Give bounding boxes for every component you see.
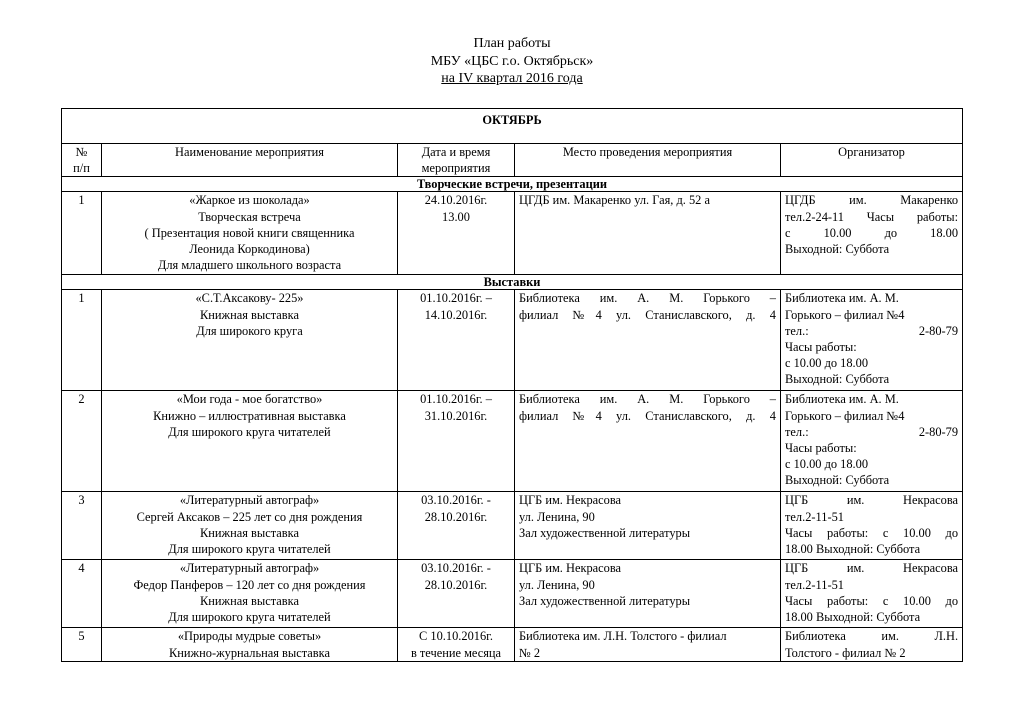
cell-organizer	[781, 628, 963, 662]
section-title: Выставки	[62, 275, 963, 290]
cell-place-line: ЦГДБ им. Макаренко ул. Гая, д. 52 а	[519, 193, 710, 208]
cell-organizer-line: Библиотека им. А. М.	[785, 291, 899, 306]
cell-event-name-line: Книжная выставка	[200, 307, 299, 322]
cell-place-line: Библиотека им. Л.Н. Толстого - филиал	[519, 629, 727, 644]
cell-date	[398, 192, 515, 275]
cell-number: 1	[62, 290, 102, 391]
cell-organizer-line: тел.: 2-80-79	[785, 323, 959, 338]
cell-number: 2	[62, 391, 102, 492]
col-header-place: Место проведения мероприятия	[515, 144, 781, 177]
cell-organizer-line: Часы работы:	[785, 441, 857, 456]
cell-date-line: в течение месяца	[410, 645, 502, 660]
cell-organizer-line: Выходной: Суббота	[785, 473, 890, 488]
cell-organizer-line: тел.2-11-51	[785, 509, 844, 524]
cell-event-name-line: «Жаркое из шоколада»	[189, 193, 310, 208]
cell-event-name-line: Книжно-журнальная выставка	[169, 645, 330, 660]
cell-event-name	[102, 560, 398, 628]
cell-number: 5	[62, 628, 102, 662]
cell-number: 3	[62, 492, 102, 560]
cell-event-name	[102, 492, 398, 560]
cell-event-name-line: «Мои года - мое богатство»	[176, 392, 323, 407]
cell-event-name-line: Книжная выставка	[200, 593, 299, 608]
cell-event-name-line: Книжно – иллюстративная выставка	[153, 408, 346, 423]
month-header: ОКТЯБРЬ	[62, 109, 963, 144]
cell-place-line: Зал художественной литературы	[519, 593, 691, 608]
cell-event-name-line: Для широкого круга читателей	[168, 610, 331, 625]
table-row	[62, 290, 963, 391]
cell-place	[515, 192, 781, 275]
table-row	[62, 391, 963, 492]
section-row	[62, 177, 963, 192]
table-row	[62, 560, 963, 628]
section-title: Творческие встречи, презентации	[62, 177, 963, 192]
cell-event-name-line: «Литературный автограф»	[179, 493, 320, 508]
cell-place	[515, 560, 781, 628]
cell-organizer-line: тел.2-11-51	[785, 577, 844, 592]
cell-organizer-line: Библиотека им. А. М.	[785, 392, 899, 407]
cell-date	[398, 290, 515, 391]
cell-organizer	[781, 492, 963, 560]
cell-organizer-line: ЦГДБ им. Макаренко	[785, 193, 959, 208]
table-row	[62, 192, 963, 275]
cell-organizer-line: Часы работы:	[785, 340, 857, 355]
cell-organizer	[781, 560, 963, 628]
cell-place	[515, 492, 781, 560]
cell-event-name-line: «Литературный автограф»	[179, 561, 320, 576]
cell-place	[515, 290, 781, 391]
cell-organizer-line: с 10.00 до 18.00	[785, 225, 959, 240]
col-header-number: № п/п	[62, 144, 102, 177]
cell-event-name	[102, 192, 398, 275]
section-row	[62, 275, 963, 290]
cell-event-name-line: ( Презентация новой книги священника	[144, 225, 355, 240]
cell-organizer-line: 18.00 Выходной: Суббота	[785, 542, 921, 557]
cell-organizer-line: Горького – филиал №4	[785, 307, 905, 322]
cell-place-line: ЦГБ им. Некрасова	[519, 561, 622, 576]
cell-place	[515, 628, 781, 662]
cell-event-name-line: «Природы мудрые советы»	[177, 629, 322, 644]
cell-date-line: 03.10.2016г. -	[421, 493, 491, 508]
cell-organizer-line: с 10.00 до 18.00	[785, 457, 869, 472]
cell-date-line: 24.10.2016г.	[424, 193, 488, 208]
cell-date	[398, 628, 515, 662]
cell-place-line: ЦГБ им. Некрасова	[519, 493, 622, 508]
cell-organizer-line: Выходной: Суббота	[785, 372, 890, 387]
document-header	[0, 35, 1024, 88]
cell-date-line: 28.10.2016г.	[424, 509, 488, 524]
cell-date-line: 31.10.2016г.	[424, 408, 488, 423]
cell-organizer	[781, 290, 963, 391]
cell-event-name	[102, 290, 398, 391]
cell-place-line: Библиотека им. А. М. Горького –	[519, 392, 776, 407]
cell-organizer-line: тел.2-24-11 Часы работы:	[785, 209, 959, 224]
table-row	[62, 492, 963, 560]
cell-date-line: С 10.10.2016г.	[419, 629, 493, 644]
cell-organizer-line: тел.: 2-80-79	[785, 424, 959, 439]
cell-organizer-line: Часы работы: с 10.00 до	[785, 593, 959, 608]
cell-place-line: ул. Ленина, 90	[519, 577, 595, 592]
cell-organizer-line: Горького – филиал №4	[785, 408, 905, 423]
cell-organizer-line: Библиотека им. Л.Н.	[785, 629, 959, 644]
cell-date	[398, 492, 515, 560]
cell-place	[515, 391, 781, 492]
col-header-name: Наименование мероприятия	[102, 144, 398, 177]
cell-event-name-line: Творческая встреча	[198, 209, 301, 224]
cell-place-line: филиал №4 ул. Станиславского, д. 4	[519, 307, 776, 322]
cell-date-line: 03.10.2016г. -	[421, 561, 491, 576]
cell-organizer-line: Часы работы: с 10.00 до	[785, 525, 959, 540]
cell-place-line: Зал художественной литературы	[519, 525, 691, 540]
cell-place-line: № 2	[519, 645, 541, 660]
cell-place-line: Библиотека им. А. М. Горького –	[519, 291, 776, 306]
cell-event-name-line: Для широкого круга читателей	[168, 542, 331, 557]
cell-event-name-line: Книжная выставка	[200, 525, 299, 540]
cell-event-name-line: Сергей Аксаков – 225 лет со дня рождения	[136, 509, 363, 524]
cell-date-line: 01.10.2016г. –	[420, 392, 492, 407]
cell-event-name-line: Федор Панферов – 120 лет со дня рождения	[133, 577, 366, 592]
cell-date-line: 28.10.2016г.	[424, 577, 488, 592]
cell-organizer-line: с 10.00 до 18.00	[785, 356, 869, 371]
cell-place-line: филиал №4 ул. Станиславского, д. 4	[519, 408, 776, 423]
cell-date-line: 14.10.2016г.	[424, 307, 488, 322]
cell-date-line: 13.00	[442, 209, 470, 224]
col-header-organizer: Организатор	[781, 144, 963, 177]
cell-event-name-line: Для широкого круга	[196, 323, 303, 338]
cell-organizer-line: Выходной: Суббота	[785, 242, 890, 257]
cell-organizer-line: 18.00 Выходной: Суббота	[785, 610, 921, 625]
column-header-row	[62, 144, 963, 177]
cell-event-name	[102, 628, 398, 662]
cell-organizer-line: Толстого - филиал № 2	[785, 645, 906, 660]
events-plan-table	[61, 108, 963, 662]
col-header-date: Дата и время мероприятия	[398, 144, 515, 177]
doc-period: на IV квартал 2016 года	[441, 71, 583, 86]
table-row	[62, 628, 963, 662]
cell-event-name-line: Для широкого круга читателей	[168, 424, 331, 439]
cell-organizer	[781, 192, 963, 275]
cell-date	[398, 391, 515, 492]
cell-organizer-line: ЦГБ им. Некрасова	[785, 493, 959, 508]
cell-date	[398, 560, 515, 628]
cell-number: 4	[62, 560, 102, 628]
doc-title: План работы	[473, 36, 551, 51]
cell-place-line: ул. Ленина, 90	[519, 509, 595, 524]
cell-event-name	[102, 391, 398, 492]
doc-organization: МБУ «ЦБС г.о. Октябрьск»	[430, 53, 594, 69]
cell-event-name-line: «С.Т.Аксакову- 225»	[195, 291, 304, 306]
cell-organizer-line: ЦГБ им. Некрасова	[785, 561, 959, 576]
cell-event-name-line: Для младшего школьного возраста	[157, 258, 342, 273]
cell-number: 1	[62, 192, 102, 275]
cell-date-line: 01.10.2016г. –	[420, 291, 492, 306]
cell-organizer	[781, 391, 963, 492]
cell-event-name-line: Леонида Коркодинова)	[189, 242, 310, 257]
